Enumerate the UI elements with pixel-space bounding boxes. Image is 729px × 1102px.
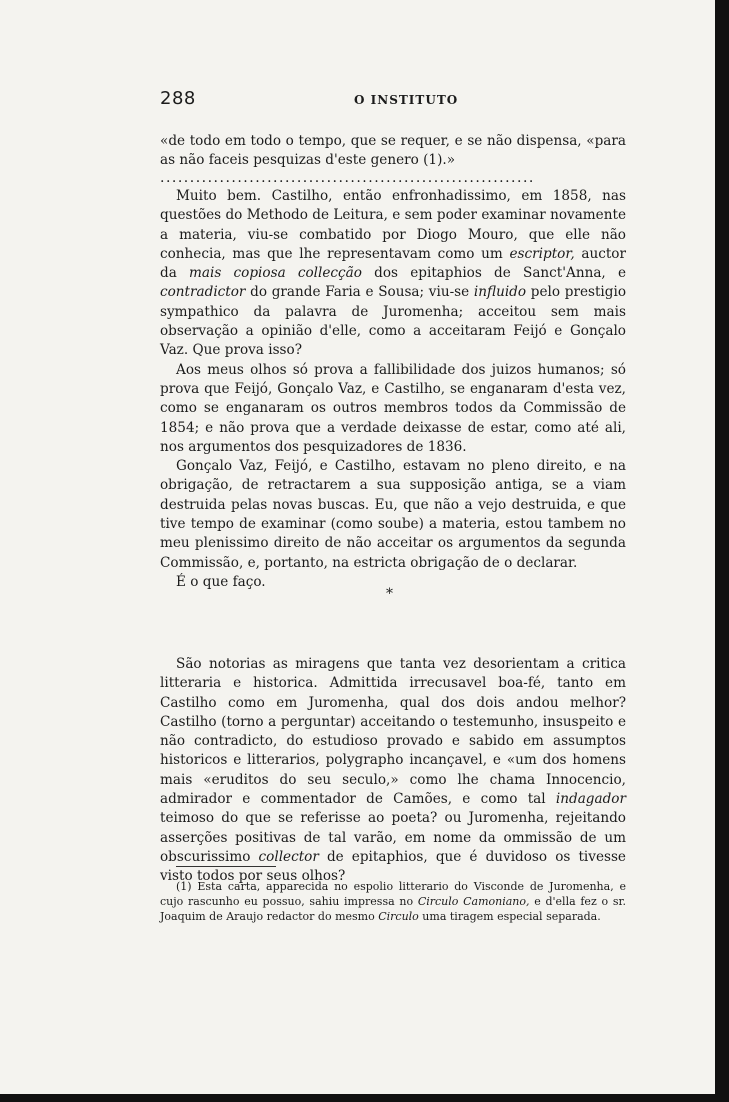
footnote-text: (1) Esta carta, apparecida no espolio litterario do Visconde de Juromenha, e cujo rascunho eu possuo, sahiu impressa no Circulo Camoniano, e d'ella fez o sr. Joaquim de Araujo redactor do mesmo Circulo uma tiragem especial separada.	[160, 880, 627, 923]
footnote-rule	[176, 866, 276, 867]
running-title: O INSTITUTO	[354, 93, 459, 107]
main-text-block	[160, 187, 626, 592]
paragraph-5: São notorias as miragens que tanta vez desorientam a critica litteraria e historica. Admittida irrecusavel boa-fé, tanto em Castilho como em Juromenha, qual dos dois andou melhor? Castilho (torno a perguntar) acceitando o testemunho, insuspeito e não contradicto, do estudioso provado e sabido em assumptos historicos e litterarios, polygrapho incançavel, e «um dos homens mais «eruditos do seu seculo,» como lhe chama Innocencio, admirador e commentador de Camões, e como tal indagador teimoso do que se referisse ao poeta? ou Juromenha, rejeitando asserções positivas de tal varão, em nome da ommissão de um obscurissimo collector de epitaphios, que é duvidoso os tivesse visto todos por seus olhos?	[160, 656, 626, 885]
separator-dots: ...............................................................	[160, 171, 535, 185]
section-asterisk: *	[386, 586, 393, 602]
page-header	[160, 88, 630, 110]
second-section-block	[160, 655, 626, 887]
footnote-block	[160, 880, 626, 924]
quote-block	[160, 132, 626, 171]
paragraph-1: Muito bem. Castilho, então enfronhadissimo, em 1858, nas questões do Methodo de Leitura, e sem poder examinar novamente a materia, viu-se combatido por Diogo Mouro, que elle não conhecia, mas que lhe representavam como um escriptor, auctor da mais copiosa collecção dos epitaphios de Sanct'Anna, e contradictor do grande Faria e Sousa; viu-se influido pelo prestigio sympathico da palavra de Juromenha; acceitou sem mais observação a opinião d'elle, como a acceitaram Feijó e Gonçalo Vaz. Que prova isso?	[160, 188, 627, 359]
paragraph-3: Gonçalo Vaz, Feijó, e Castilho, estavam no pleno direito, e na obrigação, de retractarem a sua supposição antiga, se a viam destruida pelas novas buscas. Eu, que não a vejo destruida, e que tive tempo de examinar (como soube) a materia, estou tambem no meu plenissimo direito de não acceitar os argumentos da segunda Commissão, e, portanto, na estricta obrigação de o declarar.	[160, 458, 626, 571]
quote-text: «de todo em todo o tempo, que se requer, e se não dispensa, «para as não faceis pesquizas d'este genero (1).»	[160, 133, 626, 169]
paragraph-4: É o que faço.	[176, 573, 266, 590]
paragraph-2: Aos meus olhos só prova a fallibilidade dos juizos humanos; só prova que Feijó, Gonçalo Vaz, e Castilho, se enganaram d'esta vez, como se enganaram os outros membros todos da Commissão de 1854; e não prova que a verdade deixasse de estar, como até ali, nos argumentos dos pesquizadores de 1836.	[160, 361, 626, 455]
page-number: 288	[160, 88, 196, 109]
